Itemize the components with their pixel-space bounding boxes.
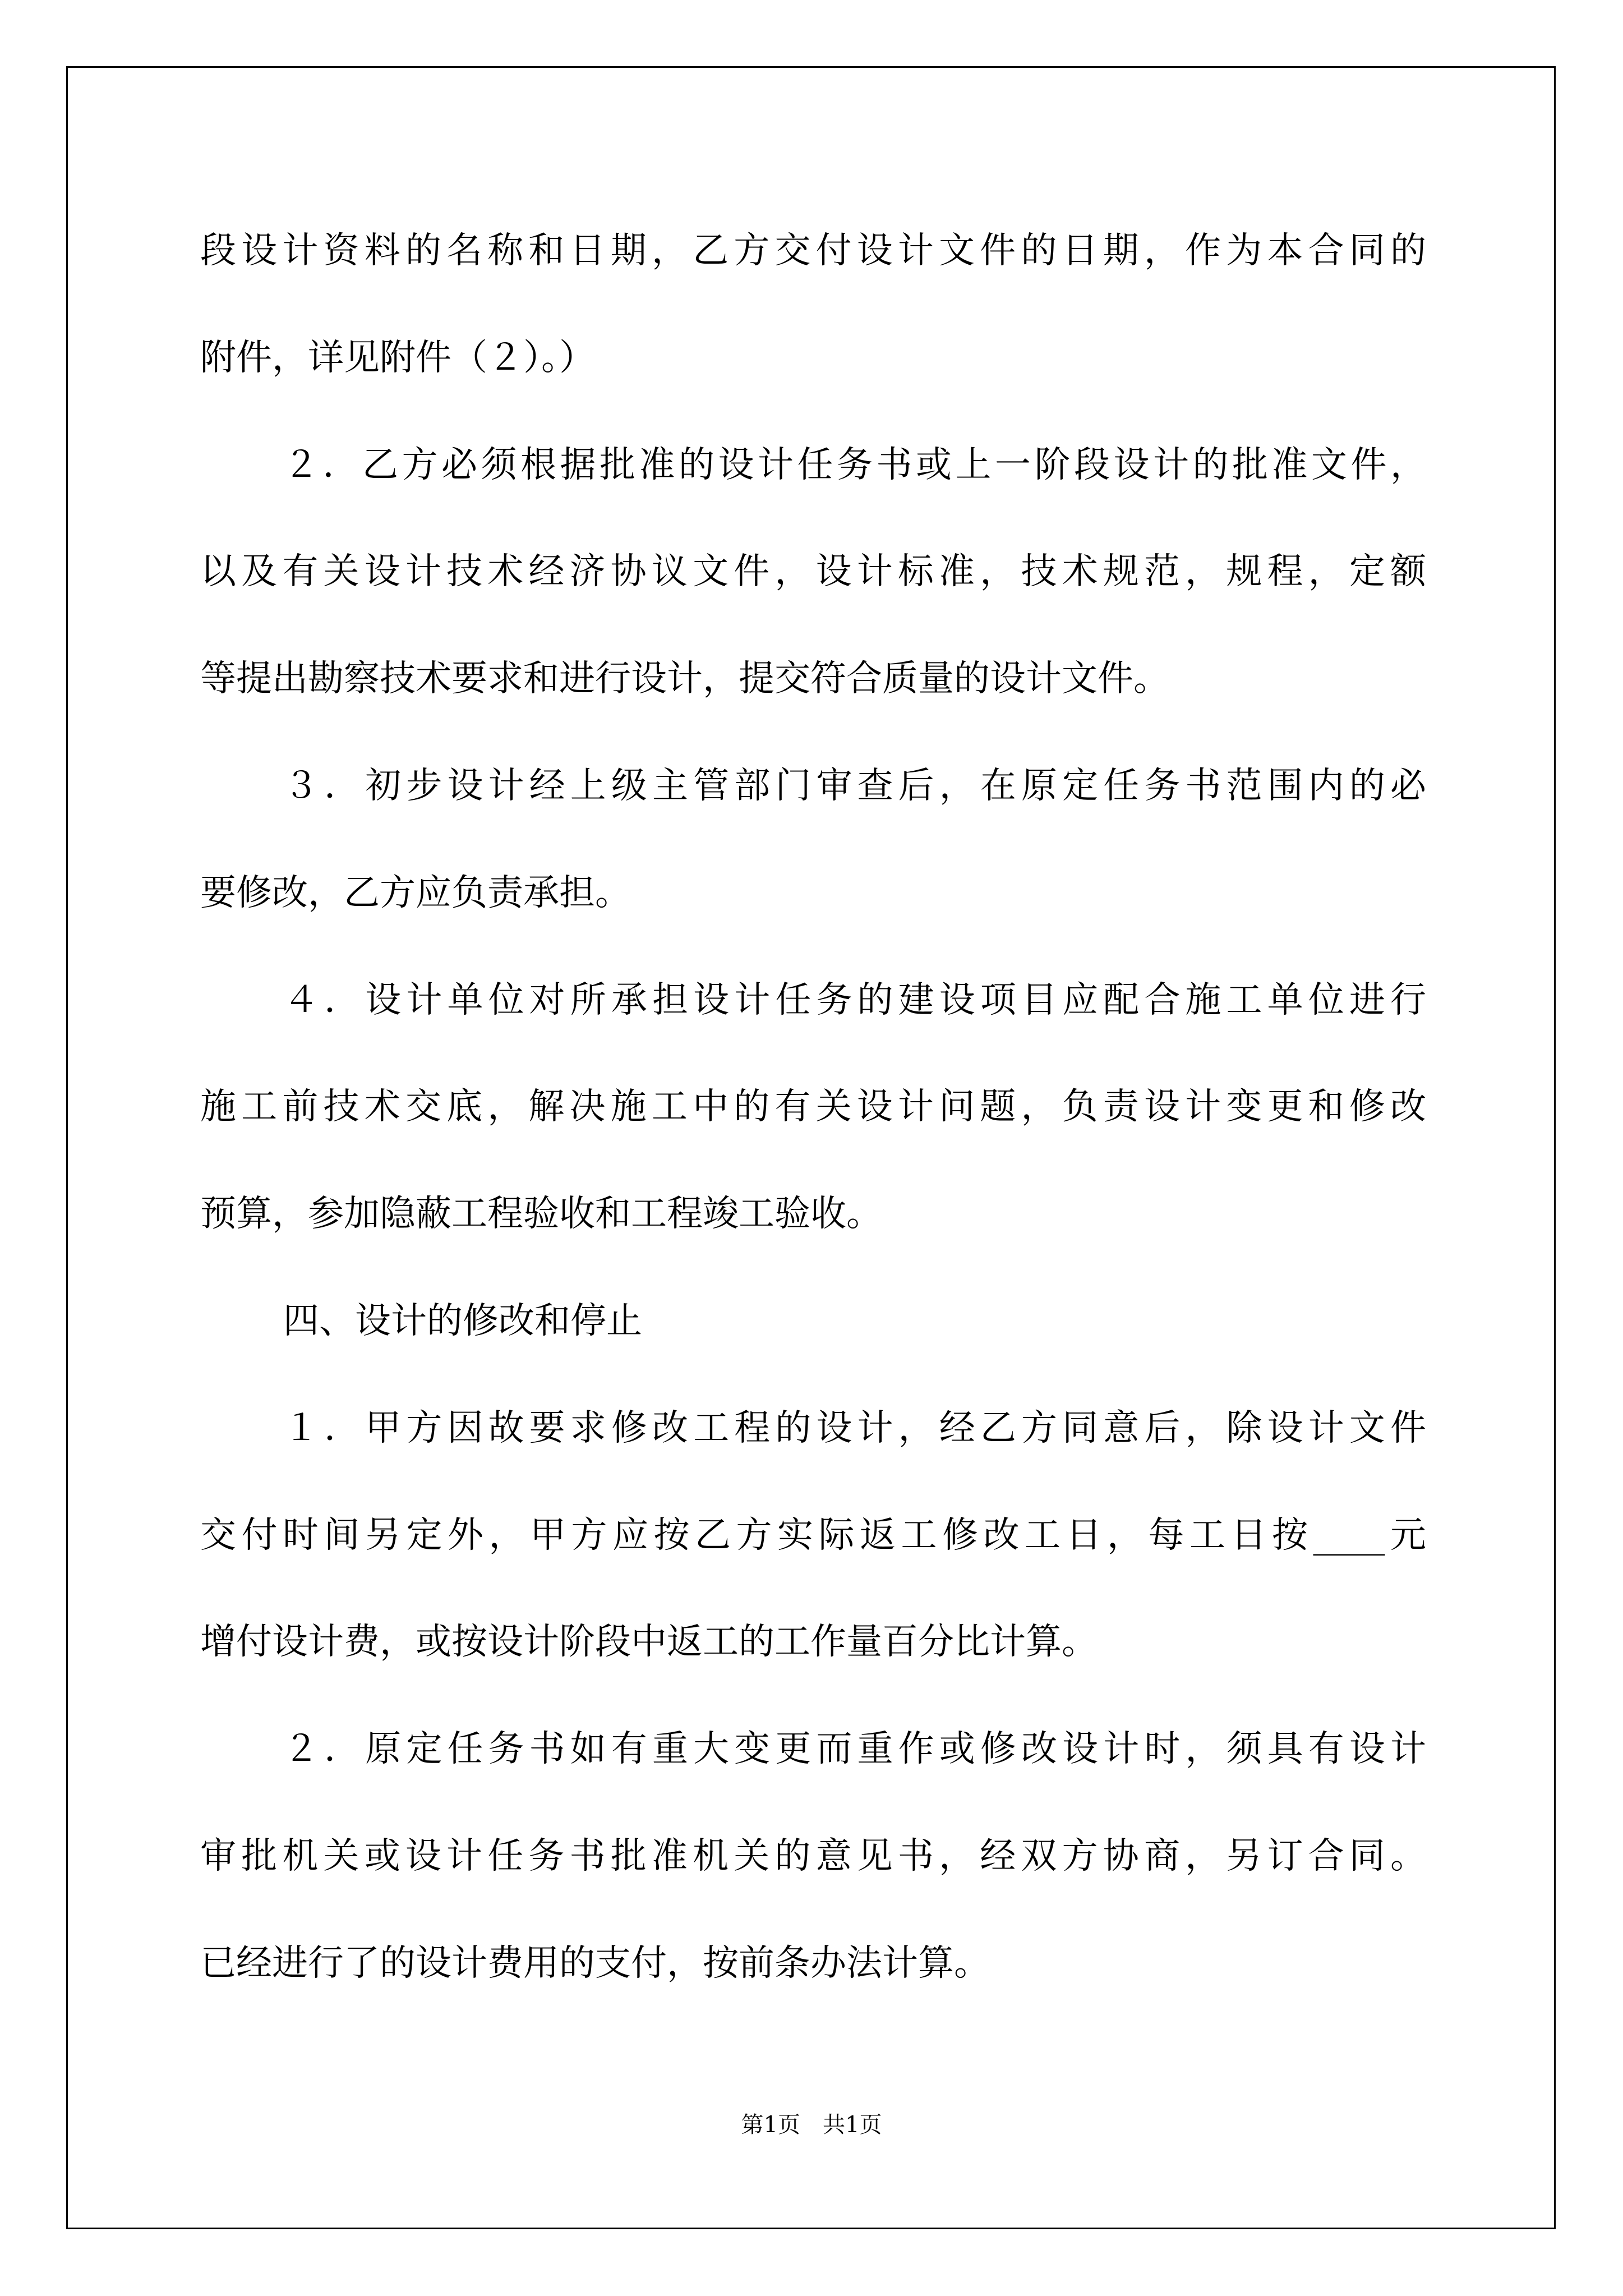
text-line: 要修改，乙方应负责承担。 bbox=[200, 872, 631, 914]
text-line: 附件，详见附件（２）。） bbox=[200, 337, 595, 379]
text-line: 预算，参加隐蔽工程验收和工程竣工验收。 bbox=[200, 1193, 882, 1235]
page-number: 第1页 共1页 bbox=[741, 2112, 882, 2138]
text-line: ４．设计单位对所承担设计任务的建设项目应配合施工单位进行 bbox=[283, 979, 1426, 1021]
text-line: 段设计资料的名称和日期，乙方交付设计文件的日期，作为本合同的 bbox=[200, 230, 1426, 272]
text-line: ２．乙方必须根据批准的设计任务书或上一阶段设计的批准文件， bbox=[283, 444, 1426, 486]
text-line: １．甲方因故要求修改工程的设计，经乙方同意后，除设计文件 bbox=[283, 1407, 1426, 1449]
text-line: 以及有关设计技术经济协议文件，设计标准，技术规范，规程，定额 bbox=[200, 551, 1426, 592]
text-line: 交付时间另定外，甲方应按乙方实际返工修改工日，每工日按____元 bbox=[200, 1515, 1426, 1556]
text-line: 审批机关或设计任务书批准机关的意见书，经双方协商，另订合同。 bbox=[200, 1835, 1426, 1877]
section-heading: 四、设计的修改和停止 bbox=[283, 1300, 642, 1342]
text-line: ２．原定任务书如有重大变更而重作或修改设计时，须具有设计 bbox=[283, 1728, 1426, 1770]
text-line: 已经进行了的设计费用的支付，按前条办法计算。 bbox=[200, 1943, 990, 1984]
text-line: ３．初步设计经上级主管部门审查后，在原定任务书范围内的必 bbox=[283, 765, 1426, 807]
text-line: 增付设计费，或按设计阶段中返工的工作量百分比计算。 bbox=[200, 1621, 1098, 1663]
text-line: 等提出勘察技术要求和进行设计，提交符合质量的设计文件。 bbox=[200, 658, 1169, 700]
page-border bbox=[66, 66, 1556, 2229]
text-line: 施工前技术交底，解决施工中的有关设计问题，负责设计变更和修改 bbox=[200, 1086, 1426, 1128]
